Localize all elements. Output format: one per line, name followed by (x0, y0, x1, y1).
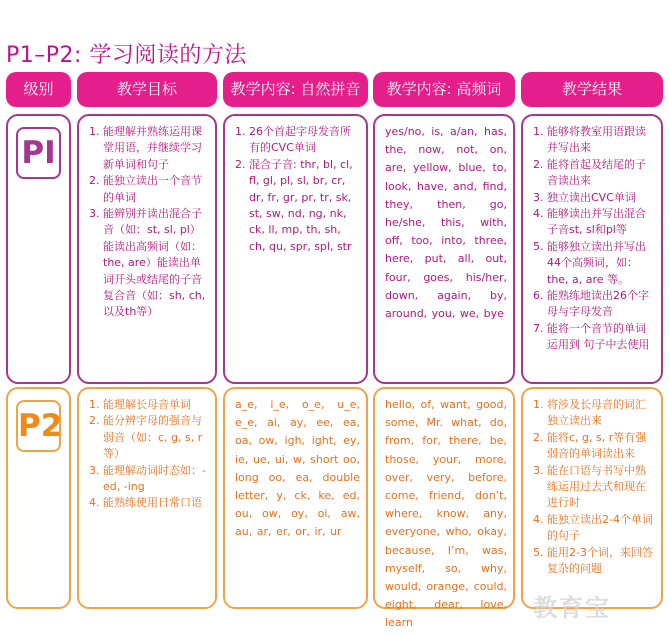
watermark-logo: 教育宝 (533, 594, 611, 622)
page-title: P1–P2: 学习阅读的方法 (6, 43, 247, 68)
list-item (533, 239, 655, 288)
list-item-number: 6. (533, 289, 544, 303)
list-item-number: 7. (533, 321, 544, 335)
list-item-text: 能够读出并写出混合子音st, sl和pl等 (547, 207, 646, 237)
list-item-text: 能独立读出一个音节的单词 (103, 174, 202, 204)
list-item-text: 能将c, g, s, r等有强弱音的单词读出来 (547, 430, 647, 461)
list-item-number: 1. (533, 398, 544, 411)
goals-list-p1 (79, 116, 215, 321)
list-item (533, 157, 655, 190)
list-item (533, 397, 655, 430)
level-cell-p1 (6, 114, 71, 384)
list-item-text: 能够将教室用语跟读并写出来 (547, 125, 646, 155)
list-item-text: 能将首起及结尾的子音读出来 (547, 157, 646, 188)
list-item-text: 能熟练地读出26个字母与字母发音 (547, 289, 649, 319)
list-item (89, 173, 209, 206)
level-cell-p2 (6, 387, 71, 609)
list-item (89, 397, 209, 413)
list-item-text: 能在口语与书写中熟练运用过去式和现在进行时 (547, 463, 646, 510)
list-item-text: 能独立读出2-4个单词的句子 (547, 512, 653, 543)
list-item-text: 26个首起字母发音所有的CVC单词 (249, 125, 351, 155)
header-phonics: 教学内容: 自然拼音 (223, 72, 368, 107)
list-item-number: 3. (89, 207, 100, 221)
list-item-number: 4. (533, 512, 544, 526)
list-item (235, 157, 360, 255)
sight-words-p1: yes/no, is, a/an, has, the, now, not, on, are, yellow, blue, to, look, have, and, find, they, then, go, he/she, this, with, off, too, into, three, here, put, all, out, four, goes, his/her, down, again, by, around, you, we, bye (385, 125, 507, 321)
list-item-number: 5. (533, 545, 544, 559)
list-item-text: 能够独立读出并写出44个高频词，如：the, a, are 等。 (547, 239, 646, 286)
list-item-text: 独立读出CVC单词 (547, 190, 636, 204)
results-list-p2 (523, 389, 661, 577)
list-item-number: 1. (533, 125, 544, 138)
list-item-number: 2. (235, 157, 246, 171)
list-item-number: 3. (533, 190, 544, 204)
list-item-number: 3. (533, 463, 544, 477)
list-item (235, 124, 360, 157)
sight-words-cell-p2 (373, 387, 515, 630)
list-item (533, 124, 655, 157)
list-item-text: 能理解长母音单词 (103, 398, 191, 411)
list-item (533, 430, 655, 463)
list-item-number: 1. (89, 125, 100, 138)
list-item-text: 将涉及长母音的词汇独立读出来 (547, 398, 646, 428)
list-item (89, 413, 209, 462)
list-item-text: 能用2-3个词，来回答复杂的问题 (547, 545, 653, 576)
list-item (533, 512, 655, 545)
list-item (533, 545, 655, 578)
list-item-text: 能将一个音节的单词运用到 句子中去使用 (547, 321, 650, 352)
list-item-number: 4. (89, 496, 100, 510)
list-item (533, 321, 655, 354)
header-results: 教学结果 (521, 72, 663, 107)
list-item-number: 2. (89, 174, 100, 188)
list-item (533, 288, 655, 321)
list-item-number: 1. (89, 398, 100, 411)
header-level: 级别 (6, 72, 71, 107)
list-item-number: 2. (533, 157, 544, 171)
list-item-text: 能分辨字母的强音与弱音（如：c, g, s, r等） (103, 414, 203, 461)
sight-words-cell-p1 (373, 114, 515, 384)
list-item (533, 190, 655, 206)
results-cell-p2 (521, 387, 663, 609)
list-item (89, 206, 209, 321)
phonics-p2: a_e, i_e, o_e, u_e, e_e, ai, ay, ee, ea, oa, ow, igh, ight, ey, ie, ue, ui, w, short oo, long oo, ea, double letter, y, ck, ke, ed, ou, ow, oy, oi, aw, au, ar, er, or, ir, ur (235, 398, 360, 539)
goals-cell-p2 (77, 387, 217, 609)
goals-cell-p1 (77, 114, 217, 384)
list-item-number: 2. (89, 414, 100, 428)
header-goals: 教学目标 (77, 72, 217, 107)
phonics-cell-p2 (223, 387, 368, 609)
phonics-list-p1 (225, 116, 366, 255)
header-sight-words: 教学内容: 高频词 (373, 72, 515, 107)
list-item-text: 能熟练使用日常口语 (103, 496, 202, 510)
list-item-text: 能理解动词时态如：-ed, -ing (103, 463, 206, 494)
list-item-number: 5. (533, 239, 544, 253)
sight-words-p2: hello, of, want, good, some, Mr. what, do, from, for, there, be, those, your, more, over, very, before, come, friend, don’t, where, know, any, everyone, who, okay, because, I’m, was, myself, so, why, would, orange, could, eight, dear, love, learn (385, 398, 507, 630)
results-list-p1 (523, 116, 661, 354)
list-item (533, 463, 655, 512)
list-item-number: 4. (533, 207, 544, 221)
list-item (533, 206, 655, 239)
list-item-text: 混合子音: thr, bl, cl, fl, gl, pl, sl, br, cr, dr, fr, gr, pr, tr, sk, st, sw, nd, ng, nk, ck, ll, mp, th, sh, ch, qu, spr, spl, str (249, 157, 353, 253)
list-item-number: 1. (235, 125, 246, 138)
list-item (89, 495, 209, 511)
list-item-number: 2. (533, 430, 544, 444)
list-item-number: 3. (89, 463, 100, 477)
list-item-text: 能理解并熟练运用课堂用语，并继续学习新单词和句子 (103, 125, 202, 171)
results-cell-p1 (521, 114, 663, 384)
phonics-cell-p1 (223, 114, 368, 384)
list-item (89, 463, 209, 496)
level-badge-p1: PI (16, 127, 61, 179)
list-item-text: 能辨别并读出混合子音（如：st, sl, pl）能读出高频词（如：the, are）能读出单词开头或结尾的子音复合音（如：sh, ch, 以及th等） (103, 207, 206, 319)
goals-list-p2 (79, 389, 215, 512)
level-badge-p2: P2 (16, 400, 61, 452)
list-item (89, 124, 209, 173)
